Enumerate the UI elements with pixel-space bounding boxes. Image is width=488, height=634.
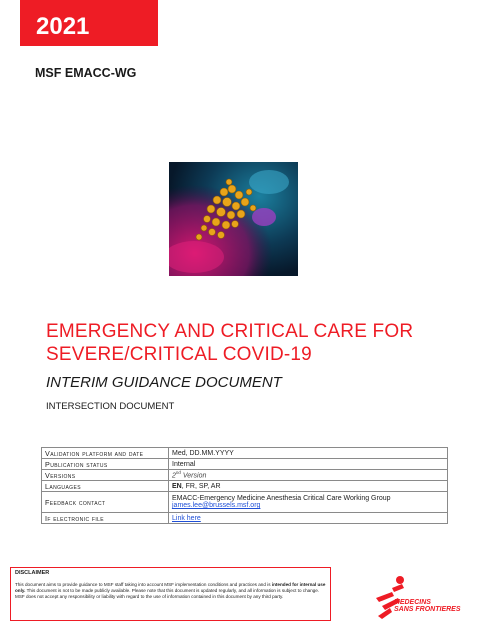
- title-line-2: SEVERE/CRITICAL COVID-19: [46, 344, 312, 365]
- disclaimer-box: [10, 567, 331, 621]
- languages-value: [169, 481, 448, 492]
- table-row: [42, 448, 448, 459]
- disclaimer-title: DISCLAIMER: [15, 570, 50, 576]
- msf-runner-icon: [370, 572, 476, 622]
- version-number: 2: [172, 472, 176, 480]
- table-row: [42, 492, 448, 513]
- language-primary: EN: [172, 482, 182, 490]
- organization-label: MSF EMACC-WG: [35, 66, 137, 80]
- disclaimer-text: [15, 582, 326, 600]
- table-row: [42, 459, 448, 470]
- file-value: [169, 513, 448, 524]
- msf-logo-text: [394, 599, 461, 613]
- version-ordinal: nd: [175, 470, 181, 476]
- feedback-email-link[interactable]: james.lee@brussels.msf.org: [172, 502, 261, 509]
- table-row: [42, 513, 448, 524]
- publication-label: Publication status: [42, 459, 169, 470]
- document-metadata-table: [41, 447, 448, 524]
- disclaimer-text-bold: intended for internal use only.: [15, 582, 326, 593]
- table-row: [42, 470, 448, 481]
- versions-value: [169, 470, 448, 481]
- logo-line-2: SANS FRONTIERES: [394, 606, 461, 613]
- disclaimer-text-part-a: This document aims to provide guidance to MSF staff taking into account MSF implementation conditions and practices and is: [15, 582, 272, 587]
- versions-label: Versions: [42, 470, 169, 481]
- document-type: INTERSECTION DOCUMENT: [46, 401, 175, 412]
- feedback-label: Feedback contact: [42, 492, 169, 513]
- version-word: Version: [182, 472, 207, 480]
- virus-micrograph-image: [169, 162, 298, 276]
- feedback-group: EMACC-Emergency Medicine Anesthesia Critical Care Working Group: [172, 495, 391, 502]
- document-subtitle: INTERIM GUIDANCE DOCUMENT: [46, 374, 282, 391]
- language-others: , FR, SP, AR: [181, 482, 221, 490]
- validation-value: Med, DD.MM.YYYY: [169, 448, 448, 459]
- validation-label: Validation platform and date: [42, 448, 169, 459]
- file-label: If electronic file: [42, 513, 169, 524]
- title-line-1: EMERGENCY AND CRITICAL CARE FOR: [46, 321, 414, 342]
- logo-line-1: MEDECINS: [394, 599, 431, 606]
- publication-value: Internal: [169, 459, 448, 470]
- languages-label: Languages: [42, 481, 169, 492]
- disclaimer-text-part-b: This document is not to be made publicly available. Please note that this document is updated regularly, and all information is subject to change. MSF does not accept any responsibility or liability with regard to the use of information contained in this document by any third party.: [15, 588, 320, 599]
- feedback-value: [169, 492, 448, 513]
- year-label: 2021: [36, 13, 90, 40]
- table-row: [42, 481, 448, 492]
- document-title: [46, 320, 466, 366]
- file-link[interactable]: Link here: [172, 514, 201, 522]
- year-banner: [20, 0, 158, 46]
